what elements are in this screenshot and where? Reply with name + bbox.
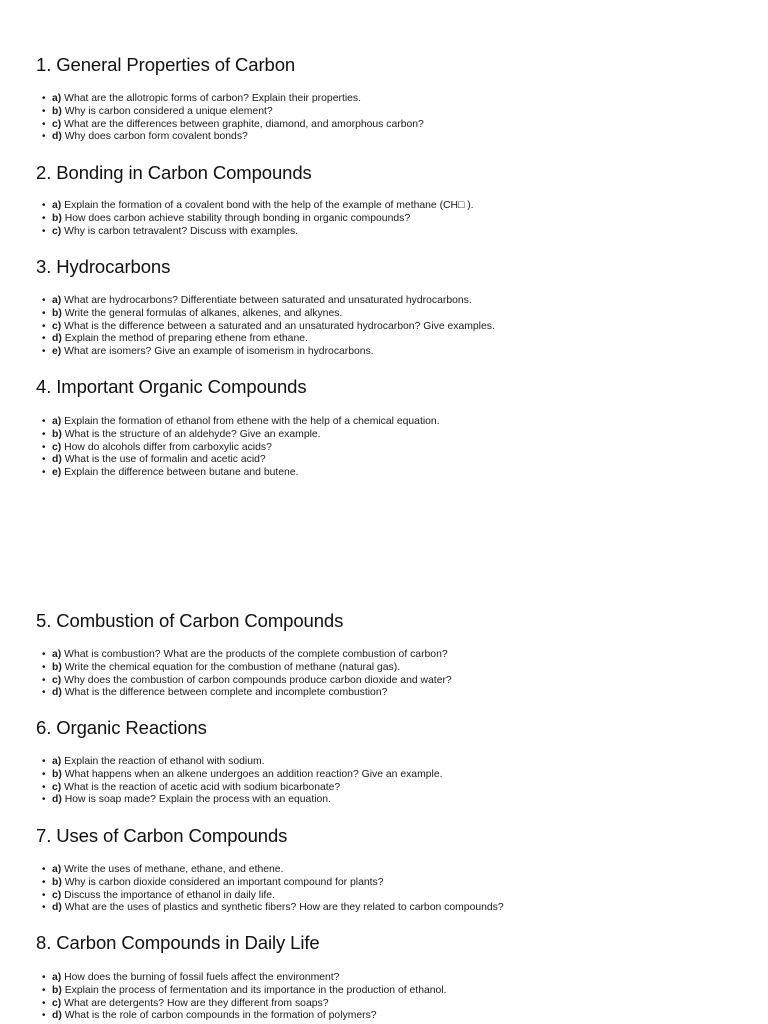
list-item: • c) Why does the combustion of carbon compounds produce carbon dioxide and water? <box>42 674 452 686</box>
bullet-icon: • <box>42 997 46 1009</box>
bullet-icon: • <box>42 416 46 427</box>
question-list <box>42 93 424 144</box>
list-item: • c) Why is carbon tetravalent? Discuss with examples. <box>42 225 299 237</box>
list-item: • b) Explain the process of fermentation and its importance in the production of ethanol. <box>42 984 447 996</box>
bullet-icon: • <box>42 972 46 983</box>
question-list <box>42 416 440 480</box>
bullet-icon: • <box>42 876 46 888</box>
question-list <box>42 295 495 359</box>
bullet-icon: • <box>42 346 46 358</box>
list-item: • a) Explain the formation of a covalent bond with the help of the example of methane (CH□ ). <box>42 200 474 211</box>
list-item: • e) What are isomers? Give an example of isomerism in hydrocarbons. <box>42 346 374 358</box>
list-item: • a) What are the allotropic forms of carbon? Explain their properties. <box>42 93 361 104</box>
bullet-icon: • <box>42 768 46 780</box>
section-bonding <box>36 162 736 237</box>
bullet-icon: • <box>42 131 46 143</box>
section-heading: 8. Carbon Compounds in Daily Life <box>36 932 320 953</box>
list-item: • a) Explain the reaction of ethanol with sodium. <box>42 756 265 767</box>
list-item: • c) What is the reaction of acetic acid with sodium bicarbonate? <box>42 781 341 793</box>
list-item: • d) What is the difference between complete and incomplete combustion? <box>42 687 388 699</box>
bullet-icon: • <box>42 200 46 211</box>
list-item: • b) What happens when an alkene undergoes an addition reaction? Give an example. <box>42 768 443 780</box>
list-item: • d) What is the use of formalin and acetic acid? <box>42 454 266 466</box>
bullet-icon: • <box>42 794 46 806</box>
bullet-icon: • <box>42 687 46 699</box>
bullet-icon: • <box>42 333 46 345</box>
bullet-icon: • <box>42 93 46 104</box>
bullet-icon: • <box>42 320 46 332</box>
list-item: • b) What is the structure of an aldehyde? Give an example. <box>42 428 321 440</box>
bullet-icon: • <box>42 889 46 901</box>
section-heading: 2. Bonding in Carbon Compounds <box>36 162 312 183</box>
list-item: • a) Explain the formation of ethanol from ethene with the help of a chemical equation. <box>42 416 440 427</box>
section-organic-compounds <box>36 376 736 479</box>
bullet-icon: • <box>42 864 46 875</box>
section-heading: 7. Uses of Carbon Compounds <box>36 825 288 846</box>
bullet-icon: • <box>42 1010 46 1022</box>
section-heading: 6. Organic Reactions <box>36 717 207 738</box>
list-item: • a) How does the burning of fossil fuels affect the environment? <box>42 972 340 983</box>
bullet-icon: • <box>42 105 46 117</box>
bullet-icon: • <box>42 674 46 686</box>
question-list <box>42 200 474 238</box>
bullet-icon: • <box>42 454 46 466</box>
list-item: • a) What is combustion? What are the products of the complete combustion of carbon? <box>42 649 448 660</box>
bullet-icon: • <box>42 212 46 224</box>
question-list <box>42 649 452 700</box>
list-item: • a) Write the uses of methane, ethane, and ethene. <box>42 864 284 875</box>
list-item: • d) Explain the method of preparing ethene from ethane. <box>42 333 308 345</box>
bullet-icon: • <box>42 428 46 440</box>
list-item: • a) What are hydrocarbons? Differentiate between saturated and unsaturated hydrocarbons. <box>42 295 472 306</box>
bullet-icon: • <box>42 661 46 673</box>
list-item: • d) Why does carbon form covalent bonds? <box>42 131 248 143</box>
list-item: • b) Why is carbon considered a unique element? <box>42 105 273 117</box>
section-organic-reactions <box>36 717 736 806</box>
list-item: • b) Why is carbon dioxide considered an important compound for plants? <box>42 876 384 888</box>
section-heading: 5. Combustion of Carbon Compounds <box>36 610 344 631</box>
bullet-icon: • <box>42 756 46 767</box>
section-daily-life <box>36 932 736 1022</box>
list-item: • c) What are the differences between graphite, diamond, and amorphous carbon? <box>42 118 424 130</box>
list-item: • b) Write the general formulas of alkanes, alkenes, and alkynes. <box>42 307 343 319</box>
bullet-icon: • <box>42 649 46 660</box>
bullet-icon: • <box>42 225 46 237</box>
bullet-icon: • <box>42 118 46 130</box>
section-heading: 1. General Properties of Carbon <box>36 54 296 75</box>
list-item: • c) How do alcohols differ from carboxylic acids? <box>42 441 272 453</box>
bullet-icon: • <box>42 984 46 996</box>
bullet-icon: • <box>42 295 46 306</box>
list-item: • d) What is the role of carbon compounds in the formation of polymers? <box>42 1010 377 1022</box>
bullet-icon: • <box>42 307 46 319</box>
section-heading: 3. Hydrocarbons <box>36 256 171 277</box>
list-item: • d) How is soap made? Explain the process with an equation. <box>42 794 331 806</box>
question-list <box>42 864 504 915</box>
section-heading: 4. Important Organic Compounds <box>36 376 307 397</box>
list-item: • b) How does carbon achieve stability through bonding in organic compounds? <box>42 212 411 224</box>
bullet-icon: • <box>42 467 46 479</box>
bullet-icon: • <box>42 902 46 914</box>
bullet-icon: • <box>42 441 46 453</box>
list-item: • c) What is the difference between a saturated and an unsaturated hydrocarbon? Give examples. <box>42 320 495 332</box>
list-item: • d) What are the uses of plastics and synthetic fibers? How are they related to carbon compounds? <box>42 902 504 914</box>
bullet-icon: • <box>42 781 46 793</box>
section-combustion <box>36 610 736 699</box>
list-item: • c) What are detergents? How are they different from soaps? <box>42 997 329 1009</box>
list-item: • b) Write the chemical equation for the combustion of methane (natural gas). <box>42 661 401 673</box>
list-item: • c) Discuss the importance of ethanol in daily life. <box>42 889 275 901</box>
question-list <box>42 972 447 1023</box>
section-general-properties <box>36 54 736 143</box>
question-list <box>42 756 443 807</box>
section-uses <box>36 825 736 914</box>
list-item: • e) Explain the difference between butane and butene. <box>42 467 299 479</box>
section-hydrocarbons <box>36 256 736 358</box>
